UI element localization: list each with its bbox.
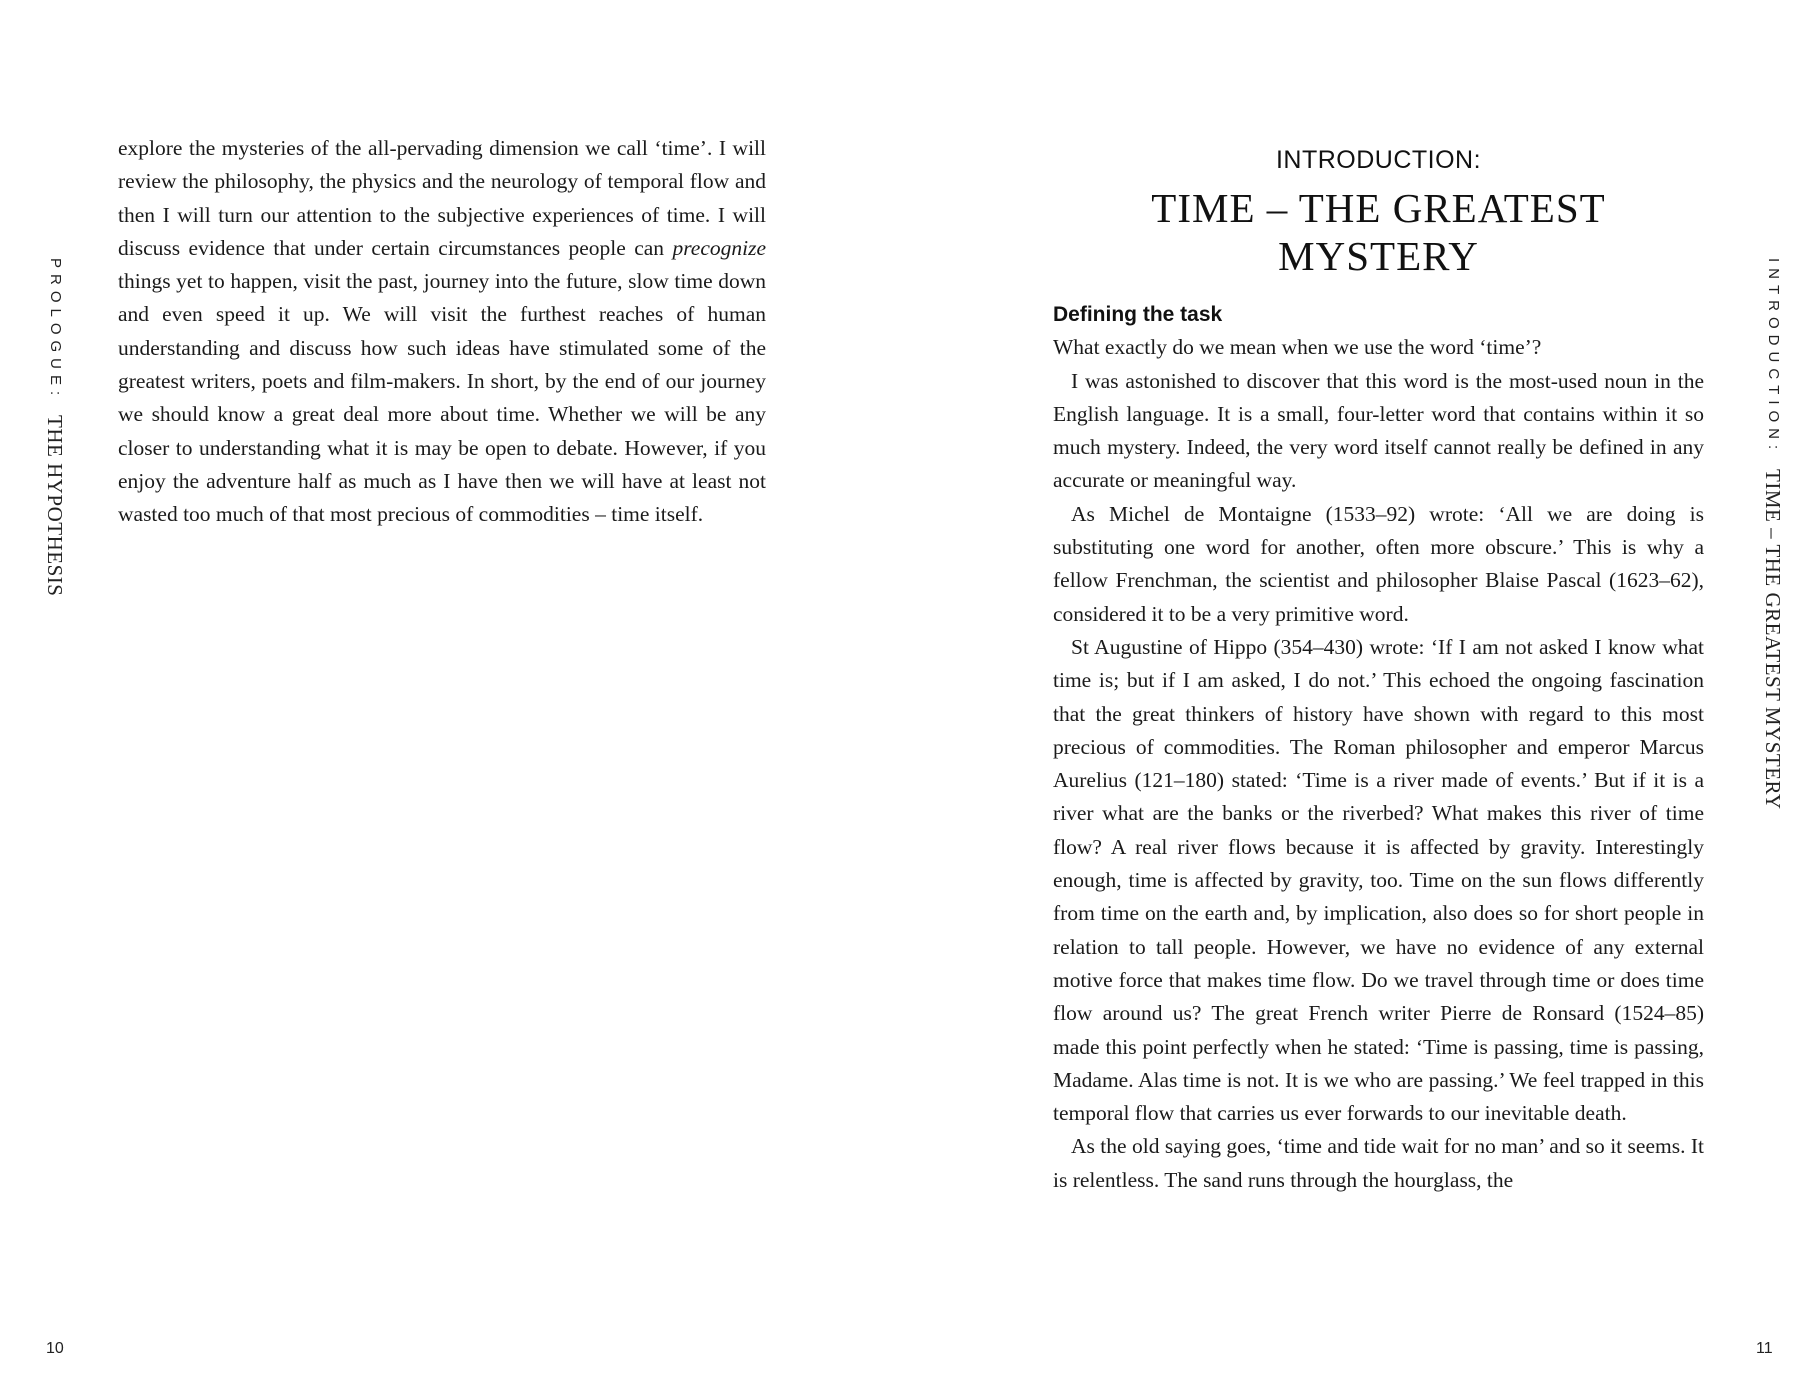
left-paragraph-1-emphasis: precognize [672,235,766,260]
left-paragraph-1 [118,132,766,532]
chapter-label: INTRODUCTION: [1275,146,1482,174]
right-paragraph-4: St Augustine of Hippo (354–430) wrote: ‘If I am not asked I know what time is; but if I am asked, I do not.’ This echoed the ongoing fascination that the great thinkers of history have shown with regard to this most precious of commodities. The Roman philosopher and emperor Marcus Aurelius (121–180) stated: ‘Time is a river made of events.’ But if it is a river what are the banks or the riverbed? What makes this river of time flow? A real river flows because it is affected by gravity. Interestingly enough, time is affected by gravity, too. Time on the sun flows differently from time on the earth and, by implication, also does so for short people in relation to tall people. However, we have no evidence of any external motive force that makes time flow. Do we travel through time or does time flow around us? The great French writer Pierre de Ronsard (1524–85) made this point perfectly when he stated: ‘Time is passing, time is passing, Madame. Alas time is not. It is we who are passing.’ We feel trapped in this temporal flow that carries us ever forwards to our inevitable death. [1053,634,1704,1126]
right-paragraph-2: I was astonished to discover that this word is the most-used noun in the English language. It is a small, four-letter word that contains within it so much mystery. Indeed, the very word itself cannot really be defined in any accurate or meaningful way. [1053,368,1704,493]
left-running-head-label: PROLOGUE: [47,258,64,402]
left-page-number: 10 [46,1340,64,1357]
left-page [0,0,905,1399]
right-paragraph-1: What exactly do we mean when we use the word ‘time’? [1053,335,1542,360]
left-running-head [42,258,67,597]
left-body-text [118,132,766,532]
right-paragraph-3: As Michel de Montaigne (1533–92) wrote: ‘All we are doing is substituting one word for another, often more obscure.’ This is why a fellow Frenchman, the scientist and philosopher Blaise Pascal (1623–62), considered it to be a very primitive word. [1053,501,1704,626]
right-running-head-label: INTRODUCTION: [1765,258,1782,456]
right-running-head-title: TIME – THE GREATEST MYSTERY [1761,469,1785,810]
right-page-number: 11 [1756,1340,1773,1357]
right-running-head [1760,258,1785,810]
left-running-head-title: THE HYPOTHESIS [43,415,67,597]
right-page [906,0,1811,1399]
chapter-title: TIME – THE GREATEST MYSTERY [1151,185,1606,279]
left-paragraph-1-before: explore the mysteries of the all-pervading dimension we call ‘time’. I will review the philosophy, the physics and the neurology of temporal flow and then I will turn our attention to the subjective experiences of time. I will discuss evidence that under certain circumstances people can [118,136,766,260]
right-body-text [1053,298,1704,1197]
section-heading: Defining the task [1053,303,1223,326]
left-paragraph-1-after: things yet to happen, visit the past, journey into the future, slow time down and even speed it up. We will visit the furthest reaches of human understanding and discuss how such ideas have stimulated some of the greatest writers, poets and film-makers. In short, by the end of our journey we should know a great deal more about time. Whether we will be any closer to understanding what it is may be open to debate. However, if you enjoy the adventure half as much as I have then we will have at least not wasted too much of that most precious of commodities – time itself. [118,269,766,527]
right-paragraph-5: As the old saying goes, ‘time and tide wait for no man’ and so it seems. It is relentless. The sand runs through the hourglass, the [1053,1134,1704,1192]
